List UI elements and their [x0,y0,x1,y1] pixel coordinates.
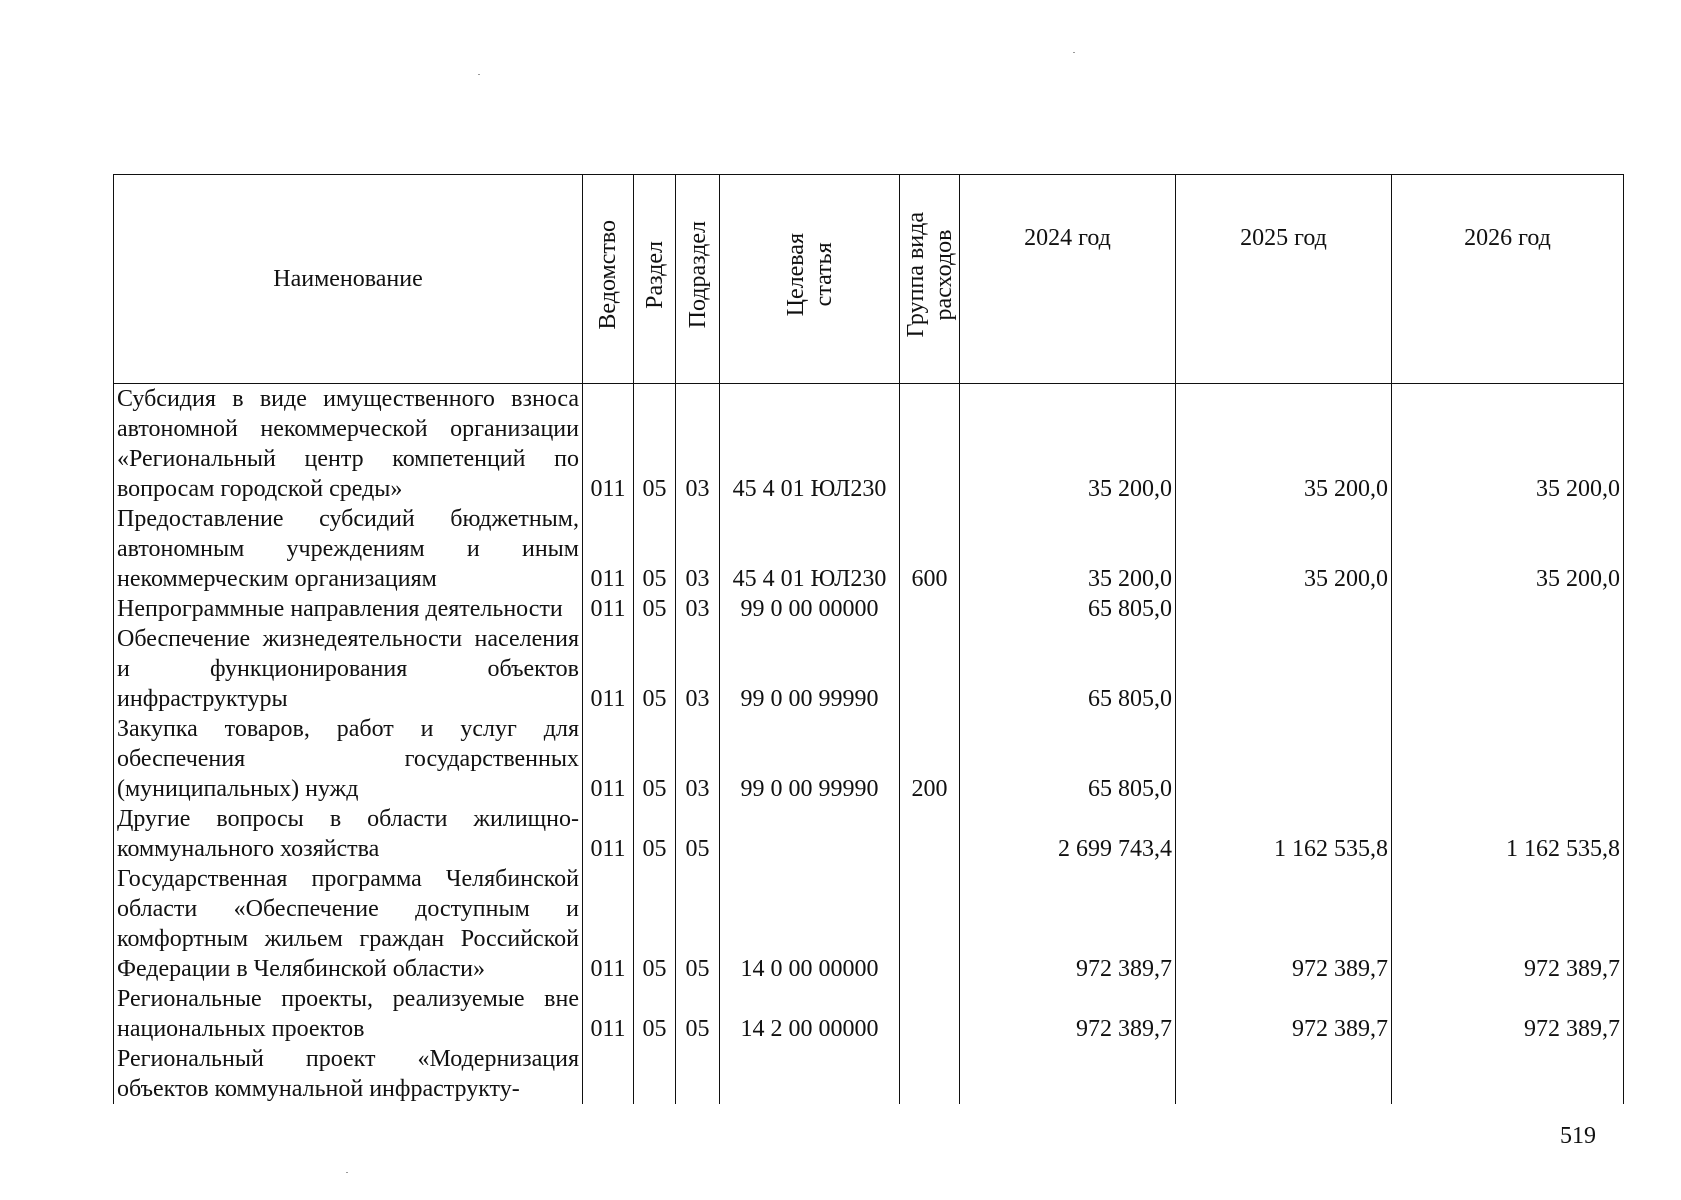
cell-2025 [1176,624,1392,714]
cell-2024: 972 389,7 [960,864,1176,984]
budget-rows [114,384,1624,1105]
cell-target-article: 14 2 00 00000 [720,984,900,1044]
cell-expense-group: 200 [900,714,960,804]
cell-expense-group [900,864,960,984]
cell-2025 [1176,714,1392,804]
cell-2024: 35 200,0 [960,504,1176,594]
cell-department: 011 [583,504,634,594]
cell-2024: 2 699 743,4 [960,804,1176,864]
cell-2026: 1 162 535,8 [1392,804,1624,864]
cell-department: 011 [583,984,634,1044]
cell-2026: 35 200,0 [1392,504,1624,594]
cell-section: 05 [634,624,676,714]
cell-2025 [1176,594,1392,624]
cell-name: Государственная программа Челябинской области «Обеспечение доступным и комфортным жильем граждан Российской Федерации в Челябинской области» [114,864,583,984]
cell-department: 011 [583,624,634,714]
cell-subsection: 03 [676,384,720,505]
cell-target-article: 45 4 01 ЮЛ230 [720,384,900,505]
cell-subsection: 03 [676,504,720,594]
cell-subsection: 03 [676,714,720,804]
col-header-name: Наименование [114,175,583,384]
cell-name: Субсидия в виде имущественного взноса автономной некоммерческой организации «Региональный центр компетенций по вопросам городской среды» [114,384,583,505]
cell-name: Региональный проект «Модернизация объектов коммунальной инфраструкту- [114,1044,583,1104]
cell-2025: 1 162 535,8 [1176,804,1392,864]
table-row [114,504,1624,594]
cell-2026: 35 200,0 [1392,384,1624,505]
col-header-target-article: Целевая статья [720,175,900,384]
cell-expense-group [900,804,960,864]
col-header-2025: 2025 год [1176,175,1392,384]
cell-name: Другие вопросы в области жилищно-коммунального хозяйства [114,804,583,864]
cell-2026: 972 389,7 [1392,984,1624,1044]
table-row [114,624,1624,714]
cell-department: 011 [583,594,634,624]
cell-2024 [960,1044,1176,1104]
header-row [114,175,1624,384]
table-row [114,804,1624,864]
cell-section [634,1044,676,1104]
cell-subsection: 05 [676,984,720,1044]
table-row [114,714,1624,804]
cell-2024: 972 389,7 [960,984,1176,1044]
cell-2026 [1392,594,1624,624]
cell-name: Региональные проекты, реализуемые вне национальных проектов [114,984,583,1044]
cell-section: 05 [634,984,676,1044]
col-header-subsection: Подраздел [676,175,720,384]
cell-section: 05 [634,594,676,624]
cell-target-article [720,1044,900,1104]
cell-target-article: 99 0 00 00000 [720,594,900,624]
cell-expense-group [900,594,960,624]
cell-target-article: 45 4 01 ЮЛ230 [720,504,900,594]
cell-name: Непрограммные направления деятельности [114,594,583,624]
budget-table-container [113,174,1623,1104]
cell-2025: 972 389,7 [1176,984,1392,1044]
cell-subsection: 05 [676,864,720,984]
cell-2024: 65 805,0 [960,624,1176,714]
table-row [114,864,1624,984]
cell-2025 [1176,1044,1392,1104]
cell-section: 05 [634,714,676,804]
cell-target-article: 99 0 00 99990 [720,624,900,714]
cell-department [583,1044,634,1104]
table-row [114,1044,1624,1104]
cell-section: 05 [634,384,676,505]
col-header-section: Раздел [634,175,676,384]
col-header-department: Ведомство [583,175,634,384]
cell-name: Обеспечение жизнедеятельности населения и функционирования объектов инфраструктуры [114,624,583,714]
cell-target-article [720,804,900,864]
cell-department: 011 [583,804,634,864]
cell-subsection: 03 [676,624,720,714]
cell-2026: 972 389,7 [1392,864,1624,984]
table-row [114,384,1624,505]
cell-2026 [1392,1044,1624,1104]
cell-2026 [1392,624,1624,714]
col-header-expense-group: Группа вида расходов [900,175,960,384]
cell-expense-group [900,1044,960,1104]
cell-subsection: 05 [676,804,720,864]
cell-name: Предоставление субсидий бюджетным, автономным учреждениям и иным некоммерческим организациям [114,504,583,594]
cell-subsection [676,1044,720,1104]
col-header-2026: 2026 год [1392,175,1624,384]
cell-department: 011 [583,384,634,505]
cell-2025: 35 200,0 [1176,504,1392,594]
col-header-2024: 2024 год [960,175,1176,384]
cell-name: Закупка товаров, работ и услуг для обеспечения государственных (муниципальных) нужд [114,714,583,804]
cell-2024: 65 805,0 [960,594,1176,624]
cell-section: 05 [634,804,676,864]
cell-subsection: 03 [676,594,720,624]
cell-department: 011 [583,714,634,804]
cell-expense-group [900,624,960,714]
cell-section: 05 [634,864,676,984]
page-number: 519 [1560,1123,1596,1149]
table-row [114,594,1624,624]
cell-expense-group [900,384,960,505]
cell-2025: 972 389,7 [1176,864,1392,984]
table-row [114,984,1624,1044]
budget-table [113,174,1624,1104]
cell-section: 05 [634,504,676,594]
cell-target-article: 99 0 00 99990 [720,714,900,804]
cell-expense-group: 600 [900,504,960,594]
cell-2026 [1392,714,1624,804]
cell-2024: 65 805,0 [960,714,1176,804]
cell-expense-group [900,984,960,1044]
cell-2025: 35 200,0 [1176,384,1392,505]
cell-department: 011 [583,864,634,984]
cell-target-article: 14 0 00 00000 [720,864,900,984]
cell-2024: 35 200,0 [960,384,1176,505]
